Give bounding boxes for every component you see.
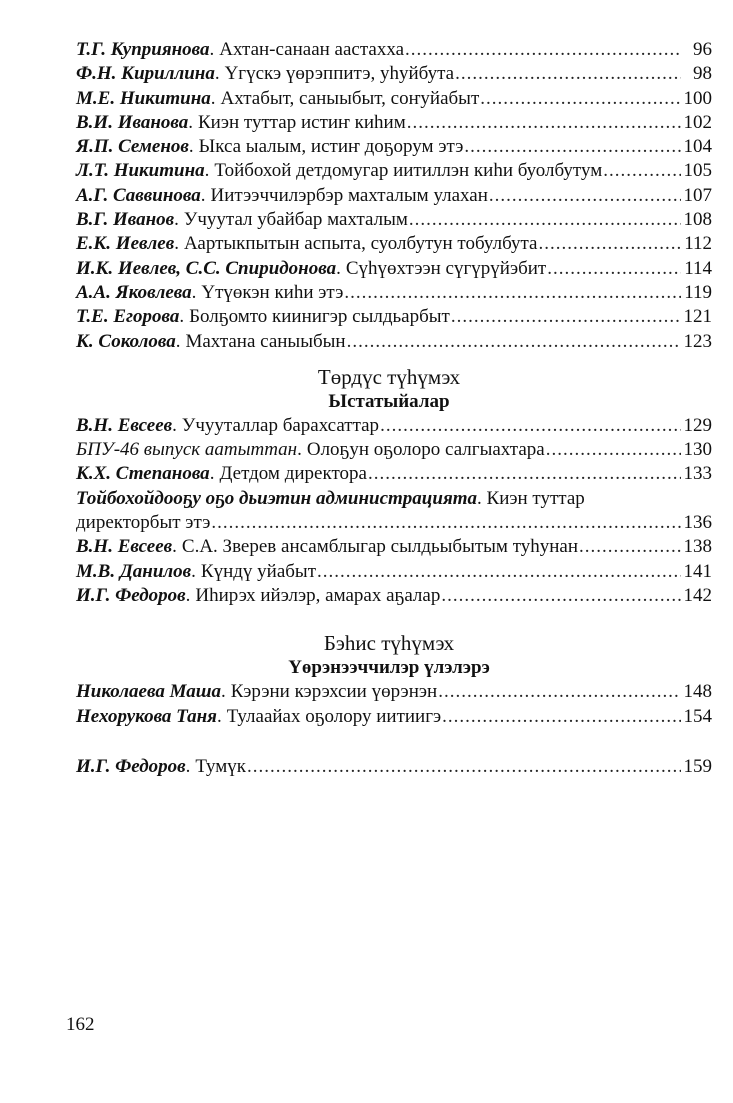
dot-leader <box>547 257 681 281</box>
entry-author: Я.П. Семенов <box>76 136 189 158</box>
entry-author: И.Г. Федоров <box>76 584 186 606</box>
entry-title: С.А. Зверев ансамблыгар сылдьыбытым туһунан <box>181 536 579 558</box>
dot-leader <box>211 511 681 535</box>
entry-author: В.Н. Евсеев <box>76 414 173 436</box>
author-period: . <box>210 87 216 109</box>
entry-author: Т.Е. Егорова <box>76 306 180 328</box>
entry-title: Иитээччилэрбэр махталым улахан <box>210 184 488 206</box>
entry-page: 130 <box>683 439 712 461</box>
dot-leader <box>380 414 681 438</box>
section-subheading: Үөрэнээччилэр үлэлэрэ <box>288 657 490 679</box>
entry-title: Сүһүөхтээн сүгүрүйэбит <box>345 257 547 279</box>
entry-author: М.В. Данилов <box>76 560 192 582</box>
entry-page: 119 <box>684 281 712 303</box>
entry-page: 121 <box>683 306 712 328</box>
entry-author: В.Н. Евсеев <box>76 536 173 558</box>
toc-entry <box>76 305 712 329</box>
toc-entry <box>76 208 712 232</box>
page-number: 162 <box>66 1014 95 1035</box>
entry-page: 159 <box>683 755 712 777</box>
entry-page: 114 <box>684 257 712 279</box>
entry-author: БПУ-46 выпуск аатыттан <box>76 439 298 461</box>
author-period: . <box>209 39 215 60</box>
spacer <box>76 608 712 630</box>
dot-leader <box>539 232 682 256</box>
entry-title: Күндү уйабыт <box>200 560 317 582</box>
toc-entry <box>76 330 712 354</box>
author-period: . <box>185 584 191 606</box>
toc-entry <box>76 560 712 584</box>
author-period: . <box>175 330 181 352</box>
author-period: . <box>209 463 215 485</box>
entry-title: Детдом директора <box>219 463 367 485</box>
toc-entry <box>76 584 712 608</box>
entry-page: 105 <box>683 160 712 182</box>
entry-title: Ыкса ыалым, истиҥ доҕорум этэ <box>198 136 464 158</box>
toc-entry <box>76 438 712 462</box>
dot-leader <box>464 135 681 159</box>
entry-page: 142 <box>683 584 712 606</box>
toc-entry <box>76 111 712 135</box>
section-subheading: Ыстатыйалар <box>328 390 450 412</box>
entry-page: 107 <box>683 184 712 206</box>
entry-author: В.Г. Иванов <box>76 209 175 231</box>
dot-leader <box>451 305 681 329</box>
author-period: . <box>336 257 341 279</box>
dot-leader <box>409 208 681 232</box>
entry-page: 108 <box>683 209 712 231</box>
toc-entry <box>76 232 712 256</box>
author-period: . <box>477 487 487 509</box>
toc-entry <box>76 159 712 183</box>
entry-title: Тулаайах оҕолору иитиигэ <box>226 705 442 727</box>
dot-leader <box>247 755 681 779</box>
toc-entry <box>76 462 712 486</box>
entry-author: К.Х. Степанова <box>76 463 210 485</box>
author-period: . <box>188 111 193 133</box>
author-period: . <box>179 306 185 328</box>
entry-page: 129 <box>683 414 712 436</box>
entry-title: Кэрэни кэрэхсии үөрэнэн <box>230 681 438 703</box>
entry-title: Үтүөкэн киһи этэ <box>201 281 344 303</box>
toc-entry <box>76 62 712 86</box>
toc-entry <box>76 87 712 111</box>
dot-leader <box>546 438 681 462</box>
entry-author: Л.Т. Никитина <box>76 160 205 182</box>
entry-title: Тумүк <box>195 755 247 777</box>
entry-page: 148 <box>683 681 712 703</box>
entry-title: Киэн туттар <box>486 487 585 509</box>
entry-page: 100 <box>683 87 712 109</box>
entry-title: Болҕомто киинигэр сылдьарбыт <box>189 306 450 328</box>
dot-leader <box>368 462 681 486</box>
author-period: . <box>172 536 177 558</box>
entry-title: Ахтан-санаан аастахха <box>219 39 405 60</box>
author-period: . <box>188 136 194 158</box>
entry-author: И.Г. Федоров <box>76 755 186 777</box>
entry-author: И.К. Иевлев, С.С. Спиридонова <box>76 257 337 279</box>
dot-leader <box>455 62 681 86</box>
entry-title: Иһирэх ийэлэр, амарах аҕалар <box>195 584 441 606</box>
section-heading: Бэһис түһүмэх <box>323 631 455 656</box>
author-period: . <box>204 160 210 182</box>
entry-title: Киэн туттар истиҥ киһим <box>198 111 406 133</box>
dot-leader <box>489 184 681 208</box>
entry-author: Тойбохойдооҕу оҕо дьиэтин администрацията <box>76 487 478 509</box>
entry-title: Учуутал убайбар махталым <box>183 209 408 231</box>
entry-page: 98 <box>693 63 712 85</box>
toc-entry <box>76 184 712 208</box>
entry-title: Тойбохой детдомугар иитиллэн киһи буолбутум <box>214 160 603 182</box>
entry-author: Николаева Маша <box>76 681 222 703</box>
entry-page: 123 <box>683 330 712 352</box>
entry-page: 136 <box>683 512 712 534</box>
entry-author: Нехорукова Таня <box>76 705 217 727</box>
toc-entry <box>76 535 712 559</box>
toc-entry-wrapped <box>76 487 712 536</box>
entry-page: 141 <box>683 560 712 582</box>
entry-page: 102 <box>683 111 712 133</box>
entry-page: 154 <box>683 705 712 727</box>
dot-leader <box>438 680 681 704</box>
dot-leader <box>405 38 681 62</box>
entry-author: Ф.Н. Кириллина <box>76 63 215 85</box>
entry-author: А.А. Яковлева <box>76 281 192 303</box>
section-heading: Төрдүс түһүмэх <box>317 364 461 389</box>
spacer <box>76 729 712 755</box>
entry-author: М.Е. Никитина <box>76 87 211 109</box>
toc-entry <box>76 680 712 704</box>
author-period: . <box>185 755 191 777</box>
dot-leader <box>317 560 681 584</box>
spacer <box>76 354 712 364</box>
dot-leader <box>347 330 681 354</box>
toc-entry <box>76 281 712 305</box>
entry-author: Т.Г. Куприянова <box>76 39 210 60</box>
entry-page: 96 <box>693 39 712 60</box>
author-period: . <box>174 209 179 231</box>
dot-leader <box>344 281 681 305</box>
toc-entry <box>76 755 712 779</box>
wrapped-line-1 <box>76 487 712 511</box>
entry-title: Аартыкпытын аспыта, суолбутун тобулбута <box>183 233 538 255</box>
dot-leader <box>603 159 681 183</box>
toc-entry <box>76 414 712 438</box>
dot-leader <box>441 584 681 608</box>
dot-leader <box>407 111 681 135</box>
author-period: . <box>297 439 302 461</box>
entry-title: Олоҕун оҕолоро салгыахтара <box>306 439 545 461</box>
entry-page: 138 <box>683 536 712 558</box>
table-of-contents <box>76 38 712 779</box>
wrapped-line-2 <box>76 511 712 535</box>
author-period: . <box>191 281 197 303</box>
dot-leader <box>579 535 681 559</box>
dot-leader <box>442 705 681 729</box>
entry-page: 133 <box>683 463 712 485</box>
entry-author: А.Г. Саввинова <box>76 184 201 206</box>
author-period: . <box>174 233 179 255</box>
author-period: . <box>172 414 177 436</box>
entry-page: 112 <box>684 233 712 255</box>
entry-title: Үгүскэ үөрэппитэ, уһуйбута <box>224 63 455 85</box>
toc-entry <box>76 38 712 62</box>
entry-author: Е.К. Иевлев <box>76 233 175 255</box>
toc-entry <box>76 257 712 281</box>
author-period: . <box>200 184 206 206</box>
dot-leader <box>480 87 681 111</box>
entry-title: Учууталлар барахсаттар <box>181 414 380 436</box>
entry-title: Махтана саныыбын <box>185 330 346 352</box>
entry-author: В.И. Иванова <box>76 111 189 133</box>
author-period: . <box>191 560 196 582</box>
entry-page: 104 <box>683 136 712 158</box>
author-period: . <box>214 63 220 85</box>
toc-entry <box>76 135 712 159</box>
author-period: . <box>221 681 226 703</box>
author-period: . <box>216 705 222 727</box>
entry-title: Ахтабыт, саныыбыт, соҥуйабыт <box>220 87 480 109</box>
entry-title-cont: директорбыт этэ <box>76 512 211 534</box>
entry-author: К. Соколова <box>76 330 176 352</box>
toc-entry <box>76 705 712 729</box>
